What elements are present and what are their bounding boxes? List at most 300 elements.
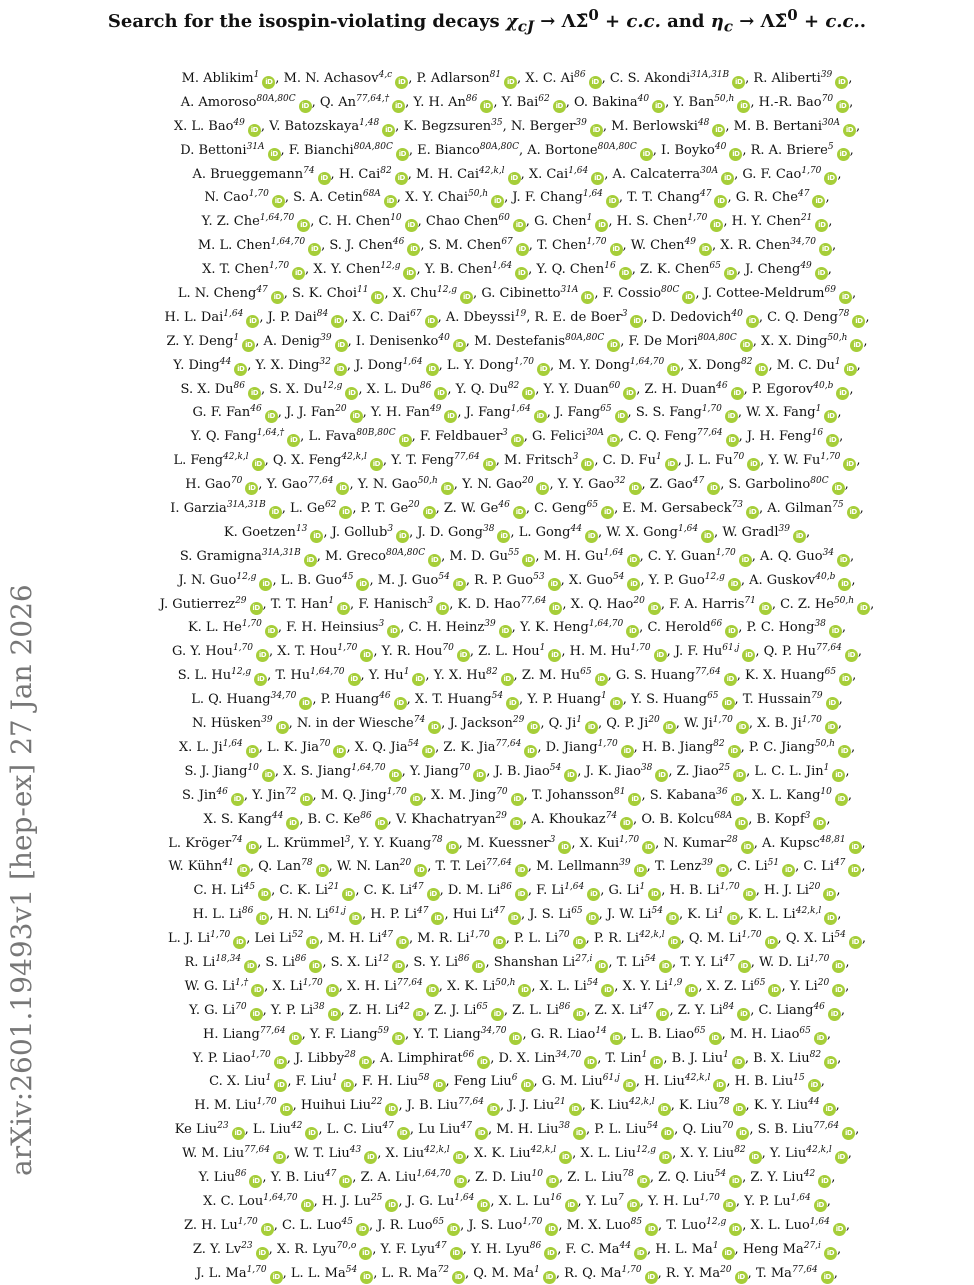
orcid-icon[interactable]: [832, 769, 845, 782]
orcid-icon[interactable]: [585, 721, 598, 734]
orcid-icon[interactable]: [246, 745, 259, 758]
orcid-icon[interactable]: [348, 673, 361, 686]
orcid-icon[interactable]: [607, 434, 620, 447]
orcid-icon[interactable]: [516, 243, 529, 256]
orcid-icon[interactable]: [749, 1151, 762, 1164]
orcid-icon[interactable]: [394, 697, 407, 710]
orcid-icon[interactable]: [808, 1079, 821, 1092]
orcid-icon[interactable]: [722, 697, 735, 710]
orcid-icon[interactable]: [248, 124, 261, 137]
orcid-icon[interactable]: [250, 602, 263, 615]
orcid-icon[interactable]: [682, 291, 695, 304]
orcid-icon[interactable]: [256, 912, 269, 925]
orcid-icon[interactable]: [663, 721, 676, 734]
orcid-icon[interactable]: [452, 1271, 465, 1284]
orcid-icon[interactable]: [814, 1199, 827, 1212]
orcid-icon[interactable]: [843, 124, 856, 137]
orcid-icon[interactable]: [527, 721, 540, 734]
orcid-icon[interactable]: [422, 745, 435, 758]
orcid-icon[interactable]: [621, 745, 634, 758]
orcid-icon[interactable]: [384, 195, 397, 208]
orcid-icon[interactable]: [627, 554, 640, 567]
orcid-icon[interactable]: [712, 124, 725, 137]
orcid-icon[interactable]: [491, 1008, 504, 1021]
orcid-icon[interactable]: [453, 339, 466, 352]
orcid-icon[interactable]: [513, 219, 526, 232]
orcid-icon[interactable]: [736, 1127, 749, 1140]
orcid-icon[interactable]: [251, 984, 264, 997]
orcid-icon[interactable]: [254, 673, 267, 686]
orcid-icon[interactable]: [521, 1079, 534, 1092]
orcid-icon[interactable]: [395, 76, 408, 89]
orcid-icon[interactable]: [826, 434, 839, 447]
orcid-icon[interactable]: [308, 243, 321, 256]
orcid-icon[interactable]: [392, 1032, 405, 1045]
orcid-icon[interactable]: [272, 195, 285, 208]
orcid-icon[interactable]: [286, 817, 299, 830]
orcid-icon[interactable]: [371, 291, 384, 304]
orcid-icon[interactable]: [737, 100, 750, 113]
orcid-icon[interactable]: [573, 936, 586, 949]
orcid-icon[interactable]: [493, 936, 506, 949]
orcid-icon[interactable]: [564, 769, 577, 782]
orcid-icon[interactable]: [595, 960, 608, 973]
orcid-icon[interactable]: [342, 888, 355, 901]
orcid-icon[interactable]: [742, 649, 755, 662]
orcid-icon[interactable]: [423, 506, 436, 519]
orcid-icon[interactable]: [339, 506, 352, 519]
orcid-icon[interactable]: [642, 841, 655, 854]
orcid-icon[interactable]: [648, 602, 661, 615]
orcid-icon[interactable]: [544, 1247, 557, 1260]
orcid-icon[interactable]: [548, 578, 561, 591]
orcid-icon[interactable]: [637, 1175, 650, 1188]
orcid-icon[interactable]: [658, 1103, 671, 1116]
orcid-icon[interactable]: [615, 410, 628, 423]
orcid-icon[interactable]: [410, 793, 423, 806]
orcid-icon[interactable]: [522, 387, 535, 400]
orcid-icon[interactable]: [699, 243, 712, 256]
orcid-icon[interactable]: [426, 363, 439, 376]
orcid-icon[interactable]: [652, 100, 665, 113]
orcid-icon[interactable]: [387, 625, 400, 638]
orcid-icon[interactable]: [334, 363, 347, 376]
orcid-icon[interactable]: [274, 1079, 287, 1092]
orcid-icon[interactable]: [385, 1199, 398, 1212]
orcid-icon[interactable]: [537, 363, 550, 376]
orcid-icon[interactable]: [280, 1103, 293, 1116]
orcid-icon[interactable]: [607, 339, 620, 352]
orcid-icon[interactable]: [732, 76, 745, 89]
orcid-icon[interactable]: [262, 76, 275, 89]
orcid-icon[interactable]: [460, 291, 473, 304]
orcid-icon[interactable]: [731, 793, 744, 806]
orcid-icon[interactable]: [595, 673, 608, 686]
orcid-icon[interactable]: [815, 219, 828, 232]
orcid-icon[interactable]: [497, 530, 510, 543]
orcid-icon[interactable]: [515, 888, 528, 901]
orcid-icon[interactable]: [659, 1151, 672, 1164]
orcid-icon[interactable]: [739, 554, 752, 567]
orcid-icon[interactable]: [818, 1175, 831, 1188]
orcid-icon[interactable]: [716, 864, 729, 877]
orcid-icon[interactable]: [518, 984, 531, 997]
orcid-icon[interactable]: [768, 984, 781, 997]
orcid-icon[interactable]: [842, 1127, 855, 1140]
orcid-icon[interactable]: [491, 195, 504, 208]
orcid-icon[interactable]: [819, 243, 832, 256]
orcid-icon[interactable]: [581, 291, 594, 304]
orcid-icon[interactable]: [743, 888, 756, 901]
orcid-icon[interactable]: [447, 1223, 460, 1236]
orcid-icon[interactable]: [370, 458, 383, 471]
orcid-icon[interactable]: [735, 1271, 748, 1284]
orcid-icon[interactable]: [246, 841, 259, 854]
orcid-icon[interactable]: [732, 1056, 745, 1069]
orcid-icon[interactable]: [524, 745, 537, 758]
orcid-icon[interactable]: [728, 745, 741, 758]
orcid-icon[interactable]: [350, 410, 363, 423]
orcid-icon[interactable]: [454, 1175, 467, 1188]
orcid-icon[interactable]: [722, 1247, 735, 1260]
orcid-icon[interactable]: [434, 387, 447, 400]
orcid-icon[interactable]: [511, 434, 524, 447]
orcid-icon[interactable]: [536, 482, 549, 495]
orcid-icon[interactable]: [359, 1247, 372, 1260]
orcid-icon[interactable]: [428, 554, 441, 567]
orcid-icon[interactable]: [731, 387, 744, 400]
orcid-icon[interactable]: [318, 172, 331, 185]
orcid-icon[interactable]: [835, 1151, 848, 1164]
orcid-icon[interactable]: [316, 864, 329, 877]
orcid-icon[interactable]: [396, 148, 409, 161]
orcid-icon[interactable]: [569, 1103, 582, 1116]
orcid-icon[interactable]: [601, 984, 614, 997]
orcid-icon[interactable]: [737, 1008, 750, 1021]
orcid-icon[interactable]: [833, 1223, 846, 1236]
orcid-icon[interactable]: [359, 1056, 372, 1069]
orcid-icon[interactable]: [306, 936, 319, 949]
orcid-icon[interactable]: [232, 1127, 245, 1140]
orcid-icon[interactable]: [399, 434, 412, 447]
orcid-icon[interactable]: [237, 864, 250, 877]
orcid-icon[interactable]: [299, 697, 312, 710]
orcid-icon[interactable]: [824, 172, 837, 185]
orcid-icon[interactable]: [276, 721, 289, 734]
orcid-icon[interactable]: [573, 1127, 586, 1140]
orcid-icon[interactable]: [244, 960, 257, 973]
orcid-icon[interactable]: [847, 506, 860, 519]
orcid-icon[interactable]: [259, 578, 272, 591]
orcid-icon[interactable]: [656, 1008, 669, 1021]
orcid-icon[interactable]: [701, 530, 714, 543]
orcid-icon[interactable]: [727, 912, 740, 925]
orcid-icon[interactable]: [725, 625, 738, 638]
orcid-icon[interactable]: [741, 841, 754, 854]
orcid-icon[interactable]: [233, 936, 246, 949]
orcid-icon[interactable]: [824, 410, 837, 423]
orcid-icon[interactable]: [242, 339, 255, 352]
orcid-icon[interactable]: [268, 148, 281, 161]
orcid-icon[interactable]: [245, 482, 258, 495]
orcid-icon[interactable]: [301, 1199, 314, 1212]
orcid-icon[interactable]: [513, 506, 526, 519]
orcid-icon[interactable]: [426, 984, 439, 997]
orcid-icon[interactable]: [728, 578, 741, 591]
orcid-icon[interactable]: [585, 530, 598, 543]
orcid-icon[interactable]: [836, 387, 849, 400]
orcid-icon[interactable]: [385, 1103, 398, 1116]
orcid-icon[interactable]: [843, 458, 856, 471]
orcid-icon[interactable]: [844, 363, 857, 376]
orcid-icon[interactable]: [396, 936, 409, 949]
orcid-icon[interactable]: [389, 769, 402, 782]
orcid-icon[interactable]: [392, 100, 405, 113]
orcid-icon[interactable]: [252, 458, 265, 471]
orcid-icon[interactable]: [504, 76, 517, 89]
orcid-icon[interactable]: [499, 625, 512, 638]
orcid-icon[interactable]: [356, 1223, 369, 1236]
orcid-icon[interactable]: [626, 625, 639, 638]
orcid-icon[interactable]: [627, 578, 640, 591]
orcid-icon[interactable]: [427, 888, 440, 901]
orcid-icon[interactable]: [610, 243, 623, 256]
orcid-icon[interactable]: [326, 984, 339, 997]
orcid-icon[interactable]: [733, 769, 746, 782]
orcid-icon[interactable]: [782, 864, 795, 877]
orcid-icon[interactable]: [337, 602, 350, 615]
orcid-icon[interactable]: [331, 315, 344, 328]
orcid-icon[interactable]: [261, 1223, 274, 1236]
orcid-icon[interactable]: [292, 267, 305, 280]
orcid-icon[interactable]: [832, 482, 845, 495]
orcid-icon[interactable]: [248, 387, 261, 400]
orcid-icon[interactable]: [813, 817, 826, 830]
orcid-icon[interactable]: [444, 410, 457, 423]
orcid-icon[interactable]: [668, 936, 681, 949]
orcid-icon[interactable]: [271, 291, 284, 304]
orcid-icon[interactable]: [623, 1079, 636, 1092]
orcid-icon[interactable]: [473, 769, 486, 782]
orcid-icon[interactable]: [832, 984, 845, 997]
orcid-icon[interactable]: [725, 410, 738, 423]
orcid-icon[interactable]: [765, 936, 778, 949]
orcid-icon[interactable]: [250, 1008, 263, 1021]
orcid-icon[interactable]: [511, 793, 524, 806]
orcid-icon[interactable]: [610, 697, 623, 710]
orcid-icon[interactable]: [305, 1127, 318, 1140]
orcid-icon[interactable]: [274, 1056, 287, 1069]
orcid-icon[interactable]: [591, 172, 604, 185]
orcid-icon[interactable]: [270, 1271, 283, 1284]
orcid-icon[interactable]: [723, 1199, 736, 1212]
orcid-icon[interactable]: [829, 625, 842, 638]
orcid-icon[interactable]: [838, 745, 851, 758]
orcid-icon[interactable]: [601, 506, 614, 519]
orcid-icon[interactable]: [436, 602, 449, 615]
orcid-icon[interactable]: [407, 243, 420, 256]
orcid-icon[interactable]: [510, 817, 523, 830]
orcid-icon[interactable]: [627, 1199, 640, 1212]
orcid-icon[interactable]: [666, 912, 679, 925]
orcid-icon[interactable]: [256, 649, 269, 662]
orcid-icon[interactable]: [852, 315, 865, 328]
orcid-icon[interactable]: [364, 1151, 377, 1164]
orcid-icon[interactable]: [446, 841, 459, 854]
orcid-icon[interactable]: [645, 1271, 658, 1284]
orcid-icon[interactable]: [546, 1175, 559, 1188]
orcid-icon[interactable]: [573, 1008, 586, 1021]
orcid-icon[interactable]: [623, 387, 636, 400]
orcid-icon[interactable]: [812, 195, 825, 208]
orcid-icon[interactable]: [826, 697, 839, 710]
orcid-icon[interactable]: [559, 1151, 572, 1164]
orcid-icon[interactable]: [450, 1247, 463, 1260]
orcid-icon[interactable]: [483, 458, 496, 471]
orcid-icon[interactable]: [509, 1032, 522, 1045]
orcid-icon[interactable]: [654, 649, 667, 662]
orcid-icon[interactable]: [477, 1056, 490, 1069]
orcid-icon[interactable]: [403, 267, 416, 280]
orcid-icon[interactable]: [650, 1056, 663, 1069]
orcid-icon[interactable]: [265, 410, 278, 423]
orcid-icon[interactable]: [549, 602, 562, 615]
orcid-icon[interactable]: [360, 649, 373, 662]
orcid-icon[interactable]: [824, 1247, 837, 1260]
orcid-icon[interactable]: [405, 219, 418, 232]
orcid-icon[interactable]: [823, 1103, 836, 1116]
orcid-icon[interactable]: [606, 195, 619, 208]
orcid-icon[interactable]: [648, 888, 661, 901]
orcid-icon[interactable]: [634, 1247, 647, 1260]
orcid-icon[interactable]: [262, 769, 275, 782]
orcid-icon[interactable]: [740, 339, 753, 352]
orcid-icon[interactable]: [710, 219, 723, 232]
orcid-icon[interactable]: [441, 482, 454, 495]
orcid-icon[interactable]: [475, 1127, 488, 1140]
orcid-icon[interactable]: [300, 793, 313, 806]
orcid-icon[interactable]: [707, 482, 720, 495]
orcid-icon[interactable]: [328, 1008, 341, 1021]
orcid-icon[interactable]: [534, 410, 547, 423]
orcid-icon[interactable]: [835, 76, 848, 89]
orcid-icon[interactable]: [396, 530, 409, 543]
orcid-icon[interactable]: [477, 1199, 490, 1212]
orcid-icon[interactable]: [487, 1103, 500, 1116]
orcid-icon[interactable]: [733, 1103, 746, 1116]
orcid-icon[interactable]: [729, 148, 742, 161]
orcid-icon[interactable]: [835, 793, 848, 806]
orcid-icon[interactable]: [431, 912, 444, 925]
orcid-icon[interactable]: [515, 864, 528, 877]
orcid-icon[interactable]: [857, 602, 870, 615]
orcid-icon[interactable]: [610, 1032, 623, 1045]
orcid-icon[interactable]: [501, 673, 514, 686]
orcid-icon[interactable]: [269, 506, 282, 519]
orcid-icon[interactable]: [336, 482, 349, 495]
orcid-icon[interactable]: [629, 482, 642, 495]
orcid-icon[interactable]: [837, 148, 850, 161]
orcid-icon[interactable]: [297, 219, 310, 232]
orcid-icon[interactable]: [581, 458, 594, 471]
orcid-icon[interactable]: [508, 172, 521, 185]
orcid-icon[interactable]: [724, 267, 737, 280]
orcid-icon[interactable]: [735, 817, 748, 830]
orcid-icon[interactable]: [630, 315, 643, 328]
orcid-icon[interactable]: [729, 1175, 742, 1188]
orcid-icon[interactable]: [824, 912, 837, 925]
orcid-icon[interactable]: [685, 984, 698, 997]
orcid-icon[interactable]: [231, 793, 244, 806]
orcid-icon[interactable]: [287, 434, 300, 447]
orcid-icon[interactable]: [584, 1056, 597, 1069]
orcid-icon[interactable]: [548, 649, 561, 662]
orcid-icon[interactable]: [839, 291, 852, 304]
orcid-icon[interactable]: [823, 888, 836, 901]
orcid-icon[interactable]: [655, 769, 668, 782]
orcid-icon[interactable]: [746, 506, 759, 519]
orcid-icon[interactable]: [515, 267, 528, 280]
orcid-icon[interactable]: [413, 1008, 426, 1021]
orcid-icon[interactable]: [645, 1223, 658, 1236]
orcid-icon[interactable]: [382, 124, 395, 137]
orcid-icon[interactable]: [304, 554, 317, 567]
orcid-icon[interactable]: [721, 172, 734, 185]
orcid-icon[interactable]: [392, 960, 405, 973]
orcid-icon[interactable]: [414, 864, 427, 877]
orcid-icon[interactable]: [738, 960, 751, 973]
orcid-icon[interactable]: [249, 1175, 262, 1188]
orcid-icon[interactable]: [256, 1247, 269, 1260]
orcid-icon[interactable]: [667, 363, 680, 376]
orcid-icon[interactable]: [590, 124, 603, 137]
orcid-icon[interactable]: [832, 960, 845, 973]
orcid-icon[interactable]: [755, 363, 768, 376]
orcid-icon[interactable]: [634, 864, 647, 877]
orcid-icon[interactable]: [825, 721, 838, 734]
orcid-icon[interactable]: [289, 1032, 302, 1045]
orcid-icon[interactable]: [425, 315, 438, 328]
orcid-icon[interactable]: [565, 1199, 578, 1212]
orcid-icon[interactable]: [258, 888, 271, 901]
orcid-icon[interactable]: [736, 721, 749, 734]
orcid-icon[interactable]: [814, 1032, 827, 1045]
orcid-icon[interactable]: [620, 817, 633, 830]
orcid-icon[interactable]: [824, 1056, 837, 1069]
orcid-icon[interactable]: [453, 1151, 466, 1164]
orcid-icon[interactable]: [726, 434, 739, 447]
orcid-icon[interactable]: [665, 458, 678, 471]
orcid-icon[interactable]: [759, 602, 772, 615]
orcid-icon[interactable]: [746, 315, 759, 328]
orcid-icon[interactable]: [265, 625, 278, 638]
orcid-icon[interactable]: [595, 219, 608, 232]
orcid-icon[interactable]: [457, 649, 470, 662]
orcid-icon[interactable]: [815, 267, 828, 280]
orcid-icon[interactable]: [640, 148, 653, 161]
orcid-icon[interactable]: [714, 195, 727, 208]
orcid-icon[interactable]: [480, 100, 493, 113]
orcid-icon[interactable]: [508, 912, 521, 925]
orcid-icon[interactable]: [397, 1127, 410, 1140]
orcid-icon[interactable]: [586, 912, 599, 925]
orcid-icon[interactable]: [506, 697, 519, 710]
orcid-icon[interactable]: [310, 530, 323, 543]
orcid-icon[interactable]: [747, 458, 760, 471]
orcid-icon[interactable]: [545, 1223, 558, 1236]
orcid-icon[interactable]: [341, 1079, 354, 1092]
orcid-icon[interactable]: [553, 100, 566, 113]
